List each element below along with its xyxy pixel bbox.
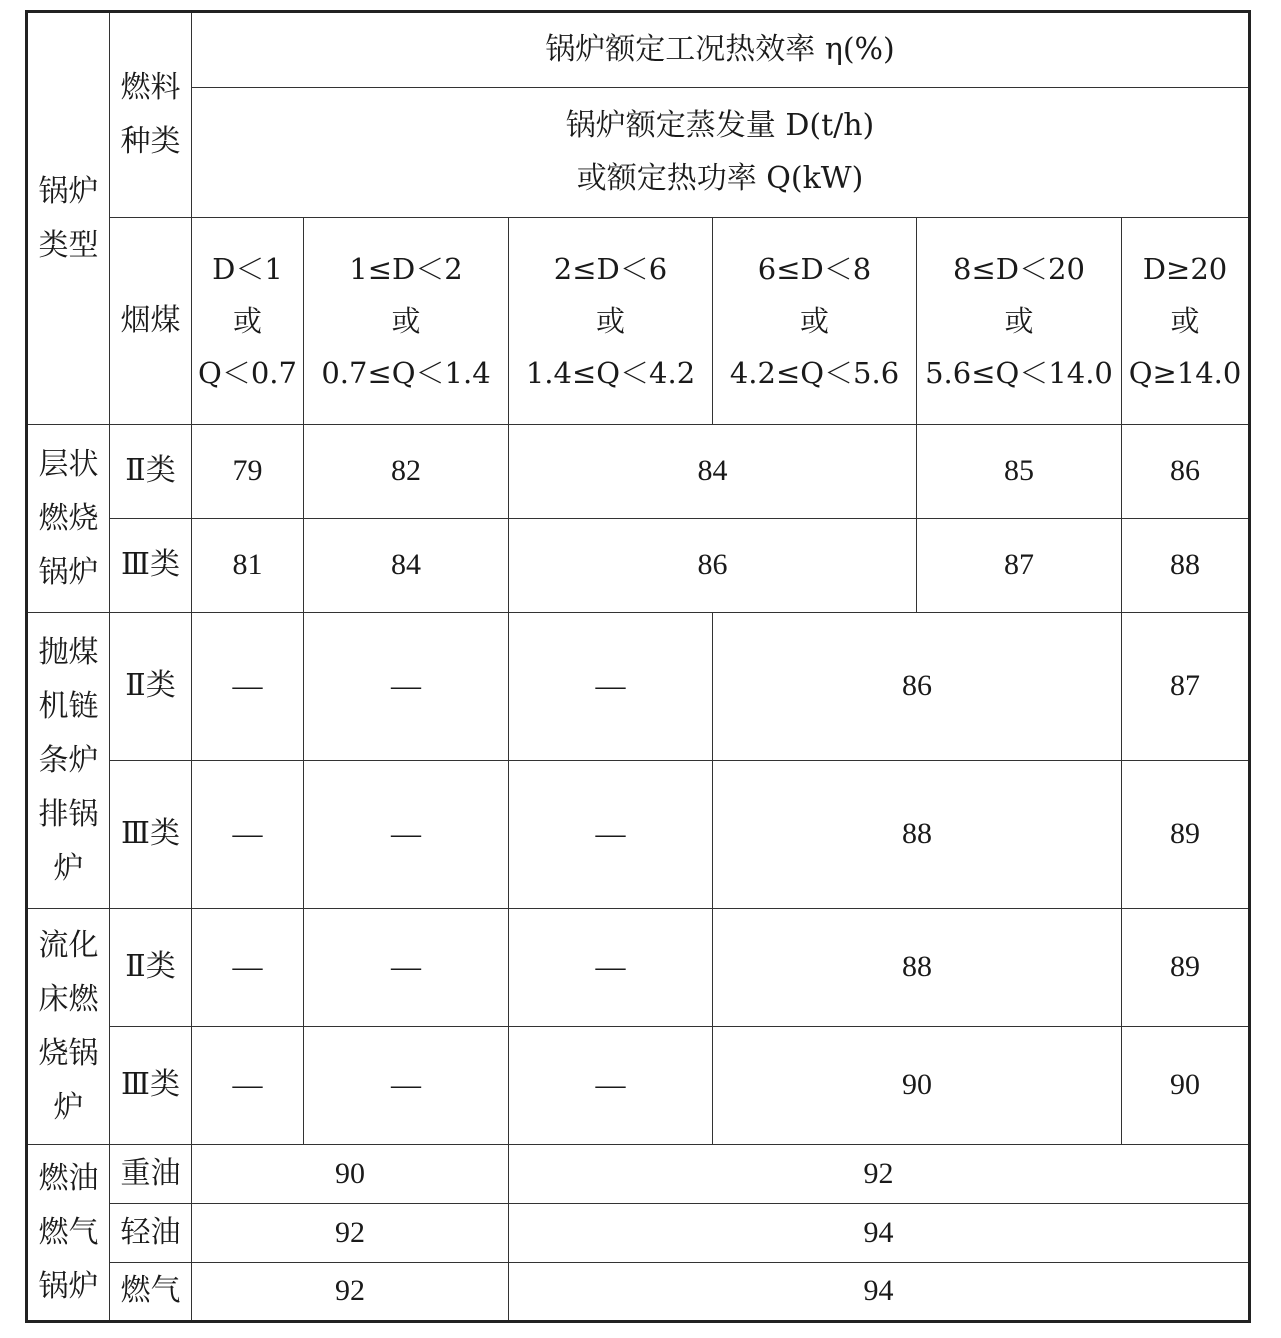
grade-cell: Ⅲ类 <box>110 519 192 613</box>
table-row <box>27 1204 1250 1263</box>
range-header: 6≤D＜8 或 4.2≤Q＜5.6 <box>713 218 917 425</box>
value-cell: 87 <box>917 519 1122 613</box>
value-cell: 92 <box>192 1263 509 1322</box>
value-cell: 90 <box>713 1027 1122 1145</box>
value-cell: — <box>509 909 713 1027</box>
range-header: 2≤D＜6 或 1.4≤Q＜4.2 <box>509 218 713 425</box>
table-row <box>27 909 1250 1027</box>
group-label-oil-gas: 燃油 燃气 锅炉 <box>27 1145 110 1322</box>
value-cell: 86 <box>1122 425 1250 519</box>
range-header: 8≤D＜20 或 5.6≤Q＜14.0 <box>917 218 1122 425</box>
value-cell: 89 <box>1122 909 1250 1027</box>
value-cell: — <box>192 613 304 761</box>
grade-cell: Ⅱ类 <box>110 425 192 519</box>
value-cell: 94 <box>509 1263 1250 1322</box>
value-cell: 81 <box>192 519 304 613</box>
value-cell: — <box>304 761 509 909</box>
value-cell: 84 <box>509 425 917 519</box>
value-cell: 90 <box>192 1145 509 1204</box>
value-cell: 88 <box>713 761 1122 909</box>
table-row <box>27 1027 1250 1145</box>
range-header: D≥20 或 Q≥14.0 <box>1122 218 1250 425</box>
value-cell: 89 <box>1122 761 1250 909</box>
boiler-efficiency-table <box>25 10 1251 1323</box>
value-cell: — <box>304 909 509 1027</box>
fuel-cell: 燃气 <box>110 1263 192 1322</box>
table-row <box>27 613 1250 761</box>
table-row <box>27 1145 1250 1204</box>
value-cell: — <box>304 613 509 761</box>
value-cell: 87 <box>1122 613 1250 761</box>
value-cell: — <box>192 761 304 909</box>
value-cell: 88 <box>713 909 1122 1027</box>
grade-cell: Ⅲ类 <box>110 761 192 909</box>
value-cell: — <box>192 1027 304 1145</box>
range-header: 1≤D＜2 或 0.7≤Q＜1.4 <box>304 218 509 425</box>
fuel-cell: 重油 <box>110 1145 192 1204</box>
group-label-chain: 抛煤 机链 条炉 排锅 炉 <box>27 613 110 909</box>
grade-cell: Ⅱ类 <box>110 613 192 761</box>
coal-label: 烟煤 <box>110 218 192 425</box>
capacity-title: 锅炉额定蒸发量 D(t/h) 或额定热功率 Q(kW) <box>192 88 1250 218</box>
value-cell: — <box>509 761 713 909</box>
value-cell: 92 <box>509 1145 1250 1204</box>
group-label-fluidized: 流化 床燃 烧锅 炉 <box>27 909 110 1145</box>
table-row <box>27 1263 1250 1322</box>
value-cell: 79 <box>192 425 304 519</box>
value-cell: 90 <box>1122 1027 1250 1145</box>
value-cell: 92 <box>192 1204 509 1263</box>
value-cell: — <box>509 613 713 761</box>
range-header: D＜1 或 Q＜0.7 <box>192 218 304 425</box>
boiler-type-header: 锅炉 类型 <box>27 12 110 425</box>
value-cell: — <box>304 1027 509 1145</box>
value-cell: — <box>192 909 304 1027</box>
value-cell: 94 <box>509 1204 1250 1263</box>
value-cell: 86 <box>509 519 917 613</box>
value-cell: 85 <box>917 425 1122 519</box>
fuel-cell: 轻油 <box>110 1204 192 1263</box>
value-cell: 82 <box>304 425 509 519</box>
value-cell: 88 <box>1122 519 1250 613</box>
efficiency-title: 锅炉额定工况热效率 η(%) <box>192 12 1250 88</box>
table-row <box>27 519 1250 613</box>
value-cell: — <box>509 1027 713 1145</box>
table-row <box>27 425 1250 519</box>
value-cell: 84 <box>304 519 509 613</box>
value-cell: 86 <box>713 613 1122 761</box>
table-row <box>27 761 1250 909</box>
grade-cell: Ⅲ类 <box>110 1027 192 1145</box>
fuel-type-header: 燃料 种类 <box>110 12 192 218</box>
group-label-layered: 层状 燃烧 锅炉 <box>27 425 110 613</box>
grade-cell: Ⅱ类 <box>110 909 192 1027</box>
